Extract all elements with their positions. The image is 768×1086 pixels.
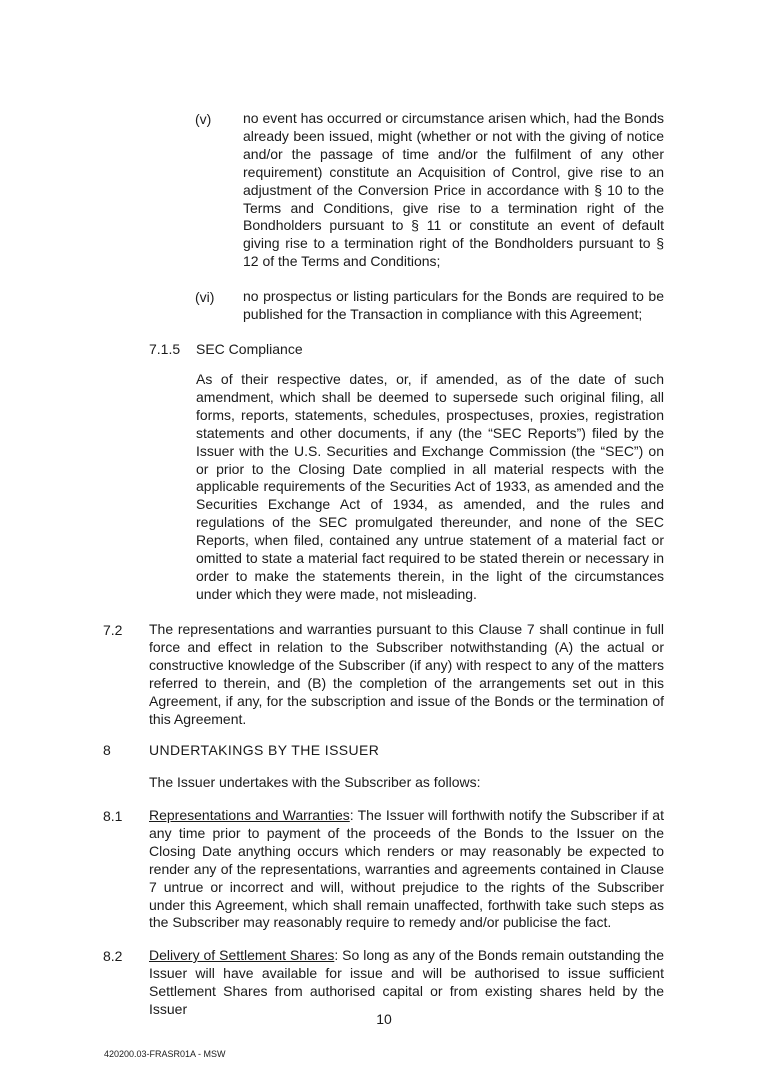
section-intro-8: The Issuer undertakes with the Subscriber as follows: [149,774,481,790]
section-number-8: 8 [103,742,111,758]
item-label-vi: (vi) [195,289,215,305]
item-text-v: no event has occurred or circumstance arisen which, had the Bonds already been issued, might (whether or not with the giving of notice and/or the passage of time and/or the fulfilment of any other requirement) constitute an Acquisition of Control, give rise to an adjustment of the Conversion Price in accordance with § 10 to the Terms and Conditions, give rise to a termination right of the Bondholders pursuant to § 11 or constitute an event of default giving rise to a termination right of the Bondholders pursuant to § 12 of the Terms and Conditions; [243,110,665,270]
section-body-8-1 [149,807,664,932]
section-text-7-1-5: As of their respective dates, or, if amended, as of the date of such amendment, which shall be deemed to supersede such original filing, all forms, reports, statements, schedules, prospectuses, proxies, registration statements and other documents, if any (the “SEC Reports”) filed by the Issuer with the U.S. Securities and Exchange Commission (the “SEC”) on or prior to the Closing Date complied in all material respects with the applicable requirements of the Securities Act of 1933, as amended and the Securities Exchange Act of 1934, as amended, and the rules and regulations of the SEC promulgated thereunder, and none of the SEC Reports, when filed, contained any untrue statement of a material fact or omitted to state a material fact required to be stated therein or necessary in order to make the statements therein, in the light of the circumstances under which they were made, not misleading. [196,371,664,602]
section-number-7-1-5: 7.1.5 [149,341,181,357]
page-number: 10 [376,1011,392,1027]
section-title-8-1: Representations and Warranties [149,807,350,823]
section-text-8-2: : So long as any of the Bonds remain outstanding the Issuer will have available for issue and will be authorised to issue sufficient Settlement Shares from authorised capital or from existing shares held by the Issuer [149,947,664,1017]
item-label-v: (v) [195,111,212,127]
item-text-vi: no prospectus or listing particulars for the Bonds are required to be published for the Transaction in compliance with this Agreement; [243,288,664,322]
section-number-8-2: 8.2 [103,948,123,964]
document-reference: 420200.03-FRASR01A - MSW [104,1049,226,1059]
section-number-7-2: 7.2 [103,622,123,638]
section-body-8-2 [149,947,664,1019]
section-title-8-2: Delivery of Settlement Shares [149,947,335,963]
section-heading-8: UNDERTAKINGS BY THE ISSUER [149,742,380,758]
section-number-8-1: 8.1 [103,808,123,824]
section-title-7-1-5: SEC Compliance [196,341,303,357]
section-text-7-2: The representations and warranties pursuant to this Clause 7 shall continue in full force and effect in relation to the Subscriber notwithstanding (A) the actual or constructive knowledge of the Subscriber (if any) with respect to any of the matters referred to therein, and (B) the completion of the arrangements set out in this Agreement, if any, for the subscription and issue of the Bonds or the termination of this Agreement. [149,621,664,727]
section-text-8-1: : The Issuer will forthwith notify the Subscriber if at any time prior to payment of the proceeds of the Bonds to the Issuer on the Closing Date anything occurs which renders or may reasonably be expected to render any of the representations, warranties and agreements contained in Clause 7 untrue or incorrect and will, without prejudice to the rights of the Subscriber under this Agreement, which shall remain unaffected, forthwith take such steps as the Subscriber may reasonably require to remedy and/or publicise the fact. [149,807,664,931]
